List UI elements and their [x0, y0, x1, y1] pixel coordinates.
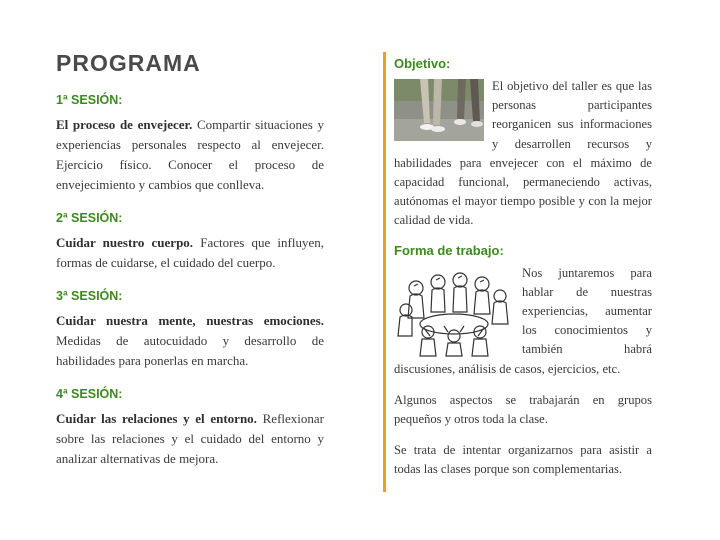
session-topic: Cuidar nuestra mente, nuestras emociones. [56, 313, 324, 328]
session-heading: 3ª SESIÓN: [56, 289, 123, 303]
session-description [56, 233, 324, 273]
work-method-text-3: Se trata de intentar organizarnos para asistir a todas las clases porque son complementarias. [394, 443, 652, 477]
column-divider [383, 52, 386, 492]
session-details: Reflexionar sobre las relaciones y el cuidado del entorno y analizar alternativas de mejora. [56, 411, 324, 466]
session-description [56, 409, 324, 469]
group-meeting-drawing-icon [394, 266, 514, 358]
walking-legs-image [394, 79, 484, 141]
work-method-text-1: Nos juntaremos para hablar de nuestras experiencias, aumentar los conocimientos y también habrá discusiones, análisis de casos, ejercicios, etc. [394, 265, 652, 376]
session-description [56, 115, 324, 195]
walking-photo [394, 79, 484, 141]
objective-text: El objetivo del taller es que las personas participantes reorganicen sus informaciones y desarrollen recursos y habilidades para envejecer con el máximo de capacidad funcional, permaneciendo activas, autónomas el mayor tiempo posible y con la mejor calidad de vida. [394, 79, 652, 228]
session-1 [56, 93, 324, 195]
session-heading: 2ª SESIÓN: [56, 211, 123, 225]
session-heading: 4ª SESIÓN: [56, 387, 123, 401]
session-description [56, 311, 324, 371]
session-topic: El proceso de envejecer. [56, 117, 193, 132]
session-2 [56, 211, 324, 273]
session-topic: Cuidar las relaciones y el entorno. [56, 411, 257, 426]
objective-heading: Objetivo: [394, 56, 451, 71]
session-heading: 1ª SESIÓN: [56, 93, 123, 107]
work-method-heading: Forma de trabajo: [394, 242, 504, 258]
session-topic: Cuidar nuestro cuerpo. [56, 235, 194, 250]
program-title: PROGRAMA [56, 50, 201, 76]
session-details: Factores que influyen, formas de cuidarse, el cuidado del cuerpo. [56, 235, 324, 270]
session-details: Medidas de autocuidado y desarrollo de habilidades para ponerlas en marcha. [56, 333, 324, 368]
session-4 [56, 387, 324, 469]
program-column [56, 52, 324, 485]
group-sketch [394, 266, 514, 358]
session-details: Compartir situaciones y experiencias personales respecto al envejecer. Ejercicio físico. Conocer el proceso de envejecimiento y cambios que conlleva. [56, 117, 324, 192]
info-column [394, 56, 652, 480]
work-method-text-2: Algunos aspectos se trabajarán en grupos pequeños y otros toda la clase. [394, 392, 652, 427]
session-3 [56, 289, 324, 371]
